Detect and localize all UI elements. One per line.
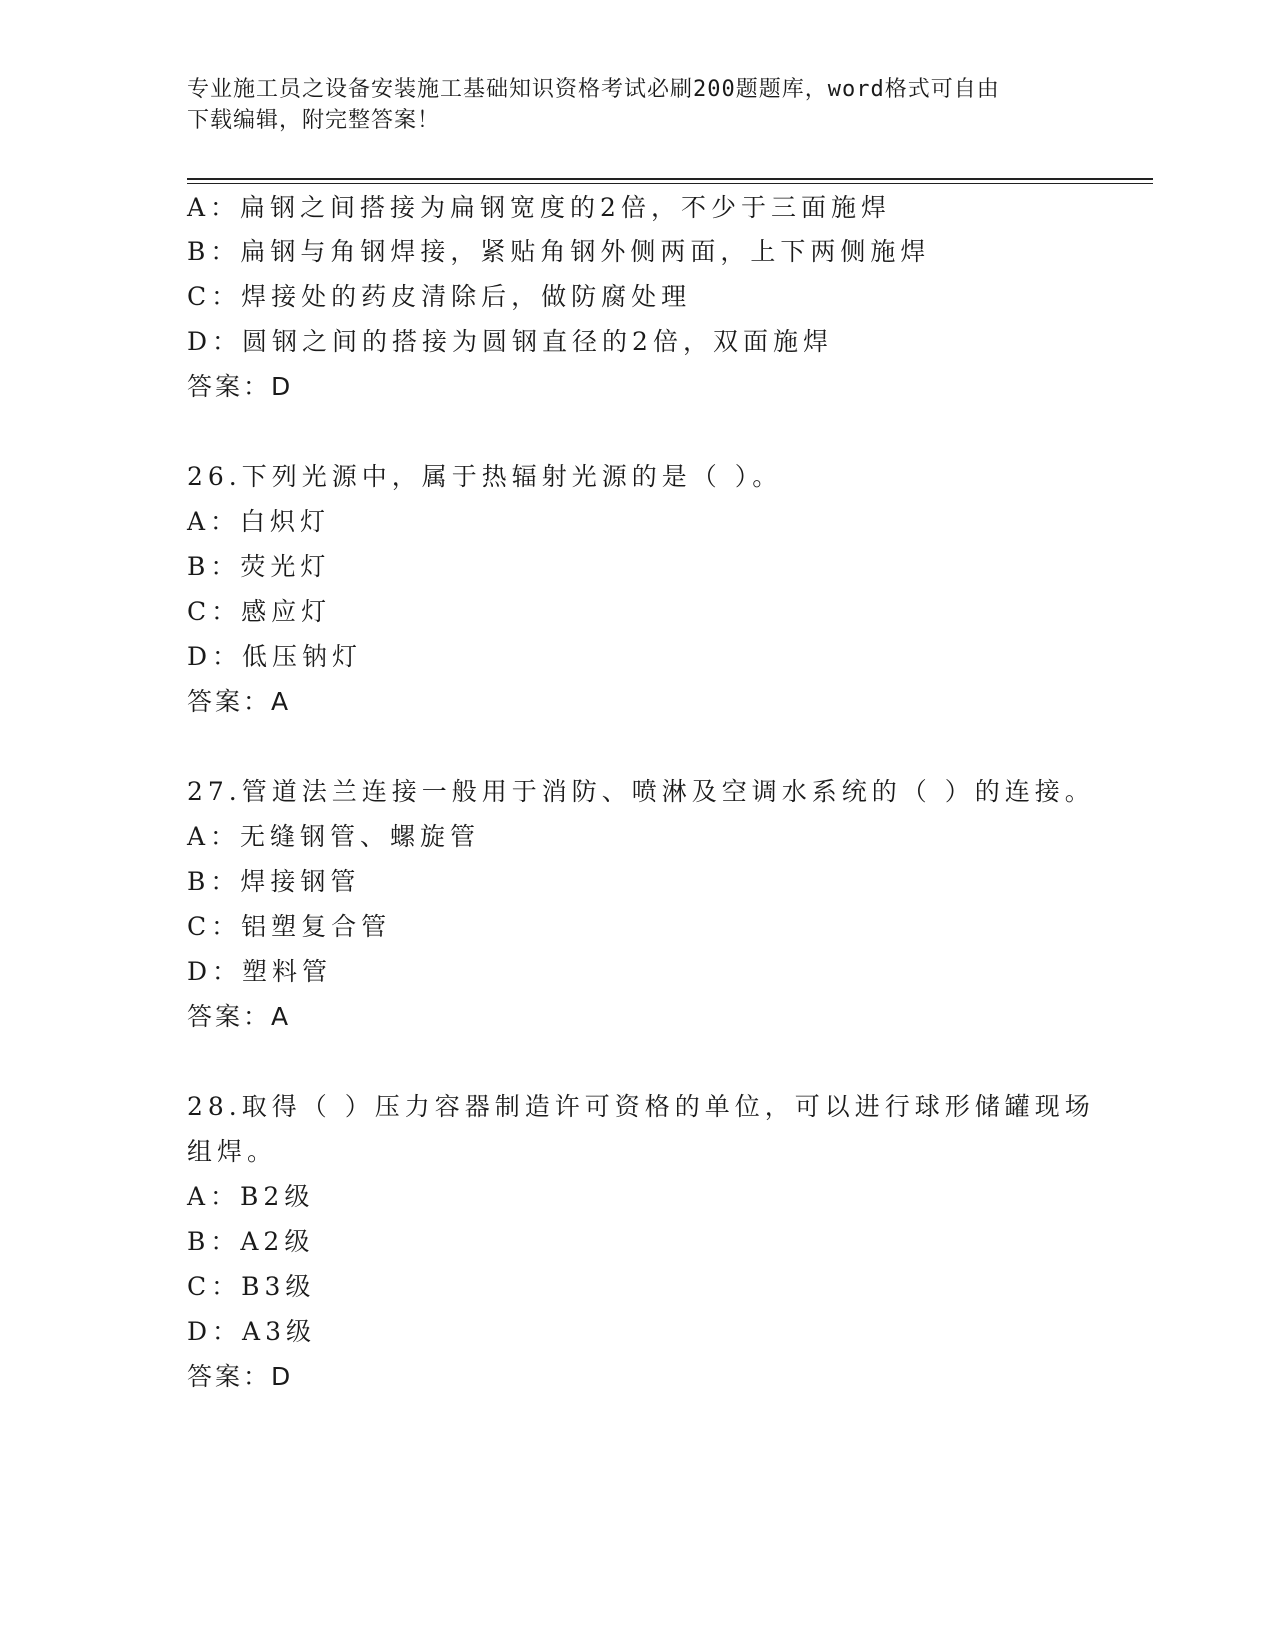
q25-answer: 答案：D [187,372,294,401]
q27-option-d: D：塑料管 [187,957,333,986]
q28-option-a: A：B2级 [187,1182,315,1211]
header-divider [187,178,1153,180]
q28-option-b: B：A2级 [187,1227,315,1256]
header-line-2: 下载编辑，附完整答案！ [187,108,441,133]
q27-option-a: A：无缝钢管、螺旋管 [187,822,481,851]
q25-option-c: C：焊接处的药皮清除后，做防腐处理 [187,282,692,311]
header-divider-thin [187,183,1153,184]
q27-answer: 答案：A [187,1002,292,1031]
header-line-1: 专业施工员之设备安装施工基础知识资格考试必刷200题题库，word格式可自由 [187,77,1000,102]
q28-stem-line-2: 组焊。 [187,1137,278,1166]
q27-stem: 27.管道法兰连接一般用于消防、喷淋及空调水系统的（ ）的连接。 [187,777,1095,806]
q28-option-d: D：A3级 [187,1317,317,1346]
q28-stem-line-1: 28.取得（ ）压力容器制造许可资格的单位，可以进行球形储罐现场 [187,1092,1095,1121]
q27-option-c: C：铝塑复合管 [187,912,392,941]
q26-option-b: B：荧光灯 [187,552,331,581]
q26-stem: 26.下列光源中，属于热辐射光源的是（ ）。 [187,462,783,491]
q26-answer: 答案：A [187,687,292,716]
q25-option-b: B：扁钢与角钢焊接，紧贴角钢外侧两面，上下两侧施焊 [187,237,931,266]
q27-option-b: B：焊接钢管 [187,867,361,896]
q25-option-d: D：圆钢之间的搭接为圆钢直径的2倍，双面施焊 [187,327,833,356]
q26-option-c: C：感应灯 [187,597,332,626]
q26-option-a: A：白炽灯 [187,507,331,536]
document-header [187,74,1067,136]
q25-option-a: A：扁钢之间搭接为扁钢宽度的2倍，不少于三面施焊 [187,193,891,222]
q26-option-d: D：低压钠灯 [187,642,363,671]
q28-answer: 答案：D [187,1362,294,1391]
q28-option-c: C：B3级 [187,1272,316,1301]
